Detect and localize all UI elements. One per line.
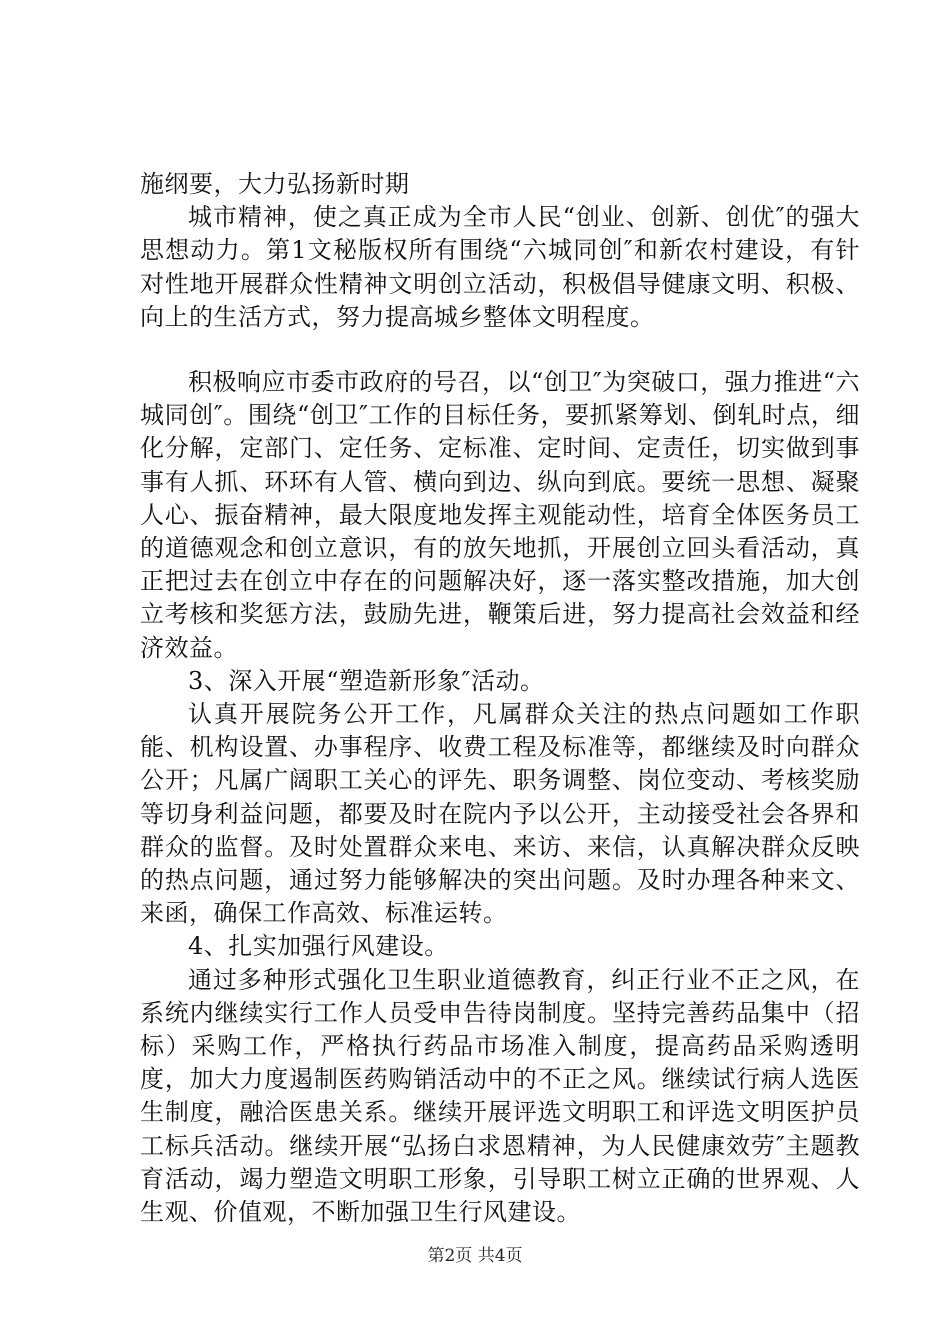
- paragraph-city-spirit: 城市精神，使之真正成为全市人民“创业、创新、创优″的强大思想动力。第1文秘版权所有围绕“六城同创″和新农村建设，有针对性地开展群众性精神文明创立活动，积极倡导健康文明、积极、向上的生活方式，努力提高城乡整体文明程度。: [140, 203, 860, 331]
- page-number-footer: 第2页 共4页: [427, 1246, 523, 1266]
- paragraph-chuangwei: 积极响应市委市政府的号召，以“创卫″为突破口，强力推进“六城同创″。围绕“创卫″工作的目标任务，要抓紧筹划、倒轧时点，细化分解，定部门、定任务、定标准、定时间、定责任，切实做到事事有人抓、环环有人管、横向到边、纵向到底。要统一思想、凝聚人心、振奋精神，最大限度地发挥主观能动性，培育全体医务员工的道德观念和创立意识，有的放矢地抓，开展创立回头看活动，真正把过去在创立中存在的问题解决好，逐一落实整改措施，加大创立考核和奖惩方法，鼓励先进，鞭策后进，努力提高社会效益和经济效益。: [140, 368, 861, 662]
- paragraph-spacer: [140, 334, 860, 366]
- paragraph-industry-conduct: 通过多种形式强化卫生职业道德教育，纠正行业不正之风，在系统内继续实行工作人员受申告待岗制度。坚持完善药品集中（招标）采购工作，严格执行药品市场准入制度，提高药品采购透明度，加大力度遏制医药购销活动中的不正之风。继续试行病人选医生制度，融洽医患关系。继续开展评选文明职工和评选文明医护员工标兵活动。继续开展“弘扬白求恩精神，为人民健康效劳″主题教育活动，竭力塑造文明职工形象，引导职工树立正确的世界观、人生观、价值观，不断加强卫生行风建设。: [140, 965, 860, 1227]
- paragraph-intro-fragment: 施纲要，大力弘扬新时期: [140, 170, 410, 198]
- section-heading-4: 4、扎实加强行风建设。: [188, 932, 449, 961]
- section-heading-3: 3、深入开展“塑造新形象″活动。: [188, 666, 545, 695]
- document-body: [140, 168, 860, 1229]
- paragraph-public-affairs: 认真开展院务公开工作，凡属群众关注的热点问题如工作职能、机构设置、办事程序、收费工程及标准等，都继续及时向群众公开；凡属广阔职工关心的评先、职务调整、岗位变动、考核奖励等切身利益问题，都要及时在院内予以公开，主动接受社会各界和群众的监督。及时处置群众来电、来访、来信，认真解决群众反映的热点问题，通过努力能够解决的突出问题。及时办理各种来文、来函，确保工作高效、标准运转。: [140, 700, 860, 928]
